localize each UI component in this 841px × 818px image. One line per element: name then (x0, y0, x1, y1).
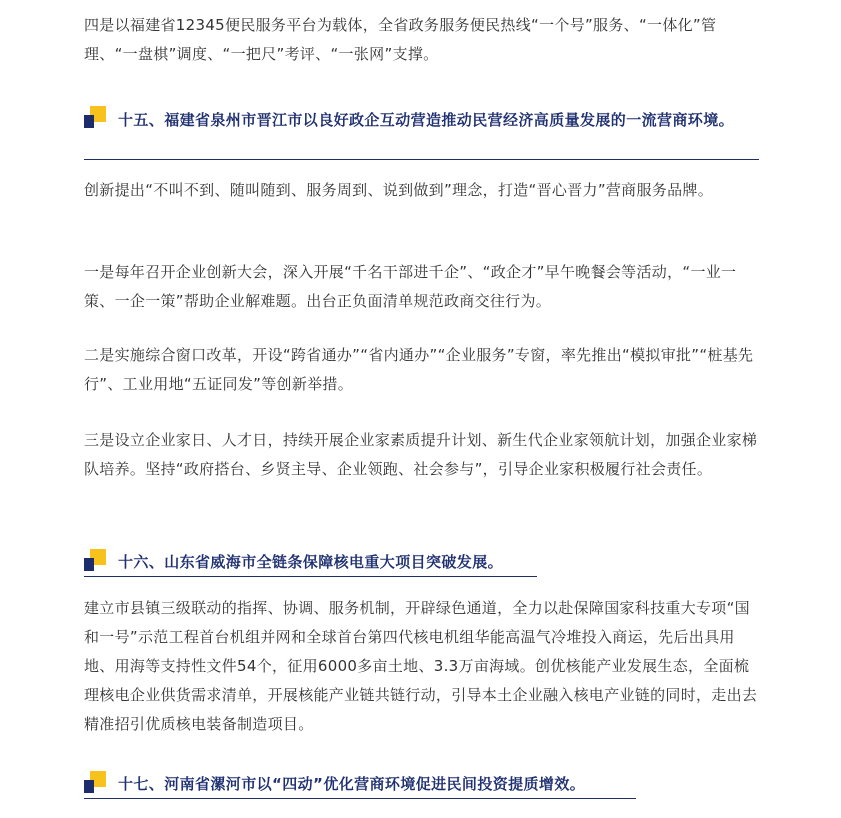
section-underline (84, 576, 537, 577)
paragraph-weihai: 建立市县镇三级联动的指挥、协调、服务机制，开辟绿色通道，全力以赴保障国家科技重大专项“国和一号”示范工程首台机组并网和全球首台第四代核电机组华能高温气冷堆投入商运，先后出具用地、用海等支持性文件54个，征用6000多亩土地、3.3万亩海域。创优核能产业发展生态，全面梳理核电企业供货需求清单，开展核能产业链共链行动，引导本土企业融入核电产业链的同时，走出去精准招引优质核电装备制造项目。 (84, 599, 758, 733)
paragraph-jinjiang-two: 二是实施综合窗口改革，开设“跨省通办”“省内通办”“企业服务”专窗，率先推出“模拟审批”“桩基先行”、工业用地“五证同发”等创新举措。 (84, 346, 754, 393)
section-marker-icon (84, 549, 106, 573)
paragraph-fujian-hotline: 四是以福建省12345便民服务平台为载体，全省政务服务便民热线“一个号”服务、“一体化”管理、“一盘棋”调度、“一把尺”考评、“一张网”支撑。 (84, 16, 717, 63)
paragraph-jinjiang-three: 三是设立企业家日、人才日，持续开展企业家素质提升计划、新生代企业家领航计划，加强企业家梯队培养。坚持“政府搭台、乡贤主导、企业领跑、社会参与”，引导企业家积极履行社会责任。 (84, 431, 758, 478)
section-underline (84, 159, 759, 160)
section-title-16: 十六、山东省威海市全链条保障核电重大项目突破发展。 (118, 553, 504, 571)
section-title-15: 十五、福建省泉州市晋江市以良好政企互动营造推动民营经济高质量发展的一流营商环境。 (118, 111, 735, 129)
section-heading-15 (84, 104, 759, 160)
section-underline (84, 798, 636, 799)
section-marker-icon (84, 771, 106, 795)
section-heading-17 (84, 771, 636, 799)
paragraph-jinjiang-intro: 创新提出“不叫不到、随叫随到、服务周到、说到做到”理念，打造“晋心晋力”营商服务品牌。 (84, 181, 713, 199)
section-title-17: 十七、河南省漯河市以“四动”优化营商环境促进民间投资提质增效。 (118, 775, 586, 793)
section-heading-16 (84, 549, 537, 577)
section-marker-icon (84, 106, 106, 130)
paragraph-jinjiang-one: 一是每年召开企业创新大会，深入开展“千名干部进千企”、“政企才”早午晚餐会等活动，“一业一策、一企一策”帮助企业解难题。出台正负面清单规范政商交往行为。 (84, 263, 737, 310)
